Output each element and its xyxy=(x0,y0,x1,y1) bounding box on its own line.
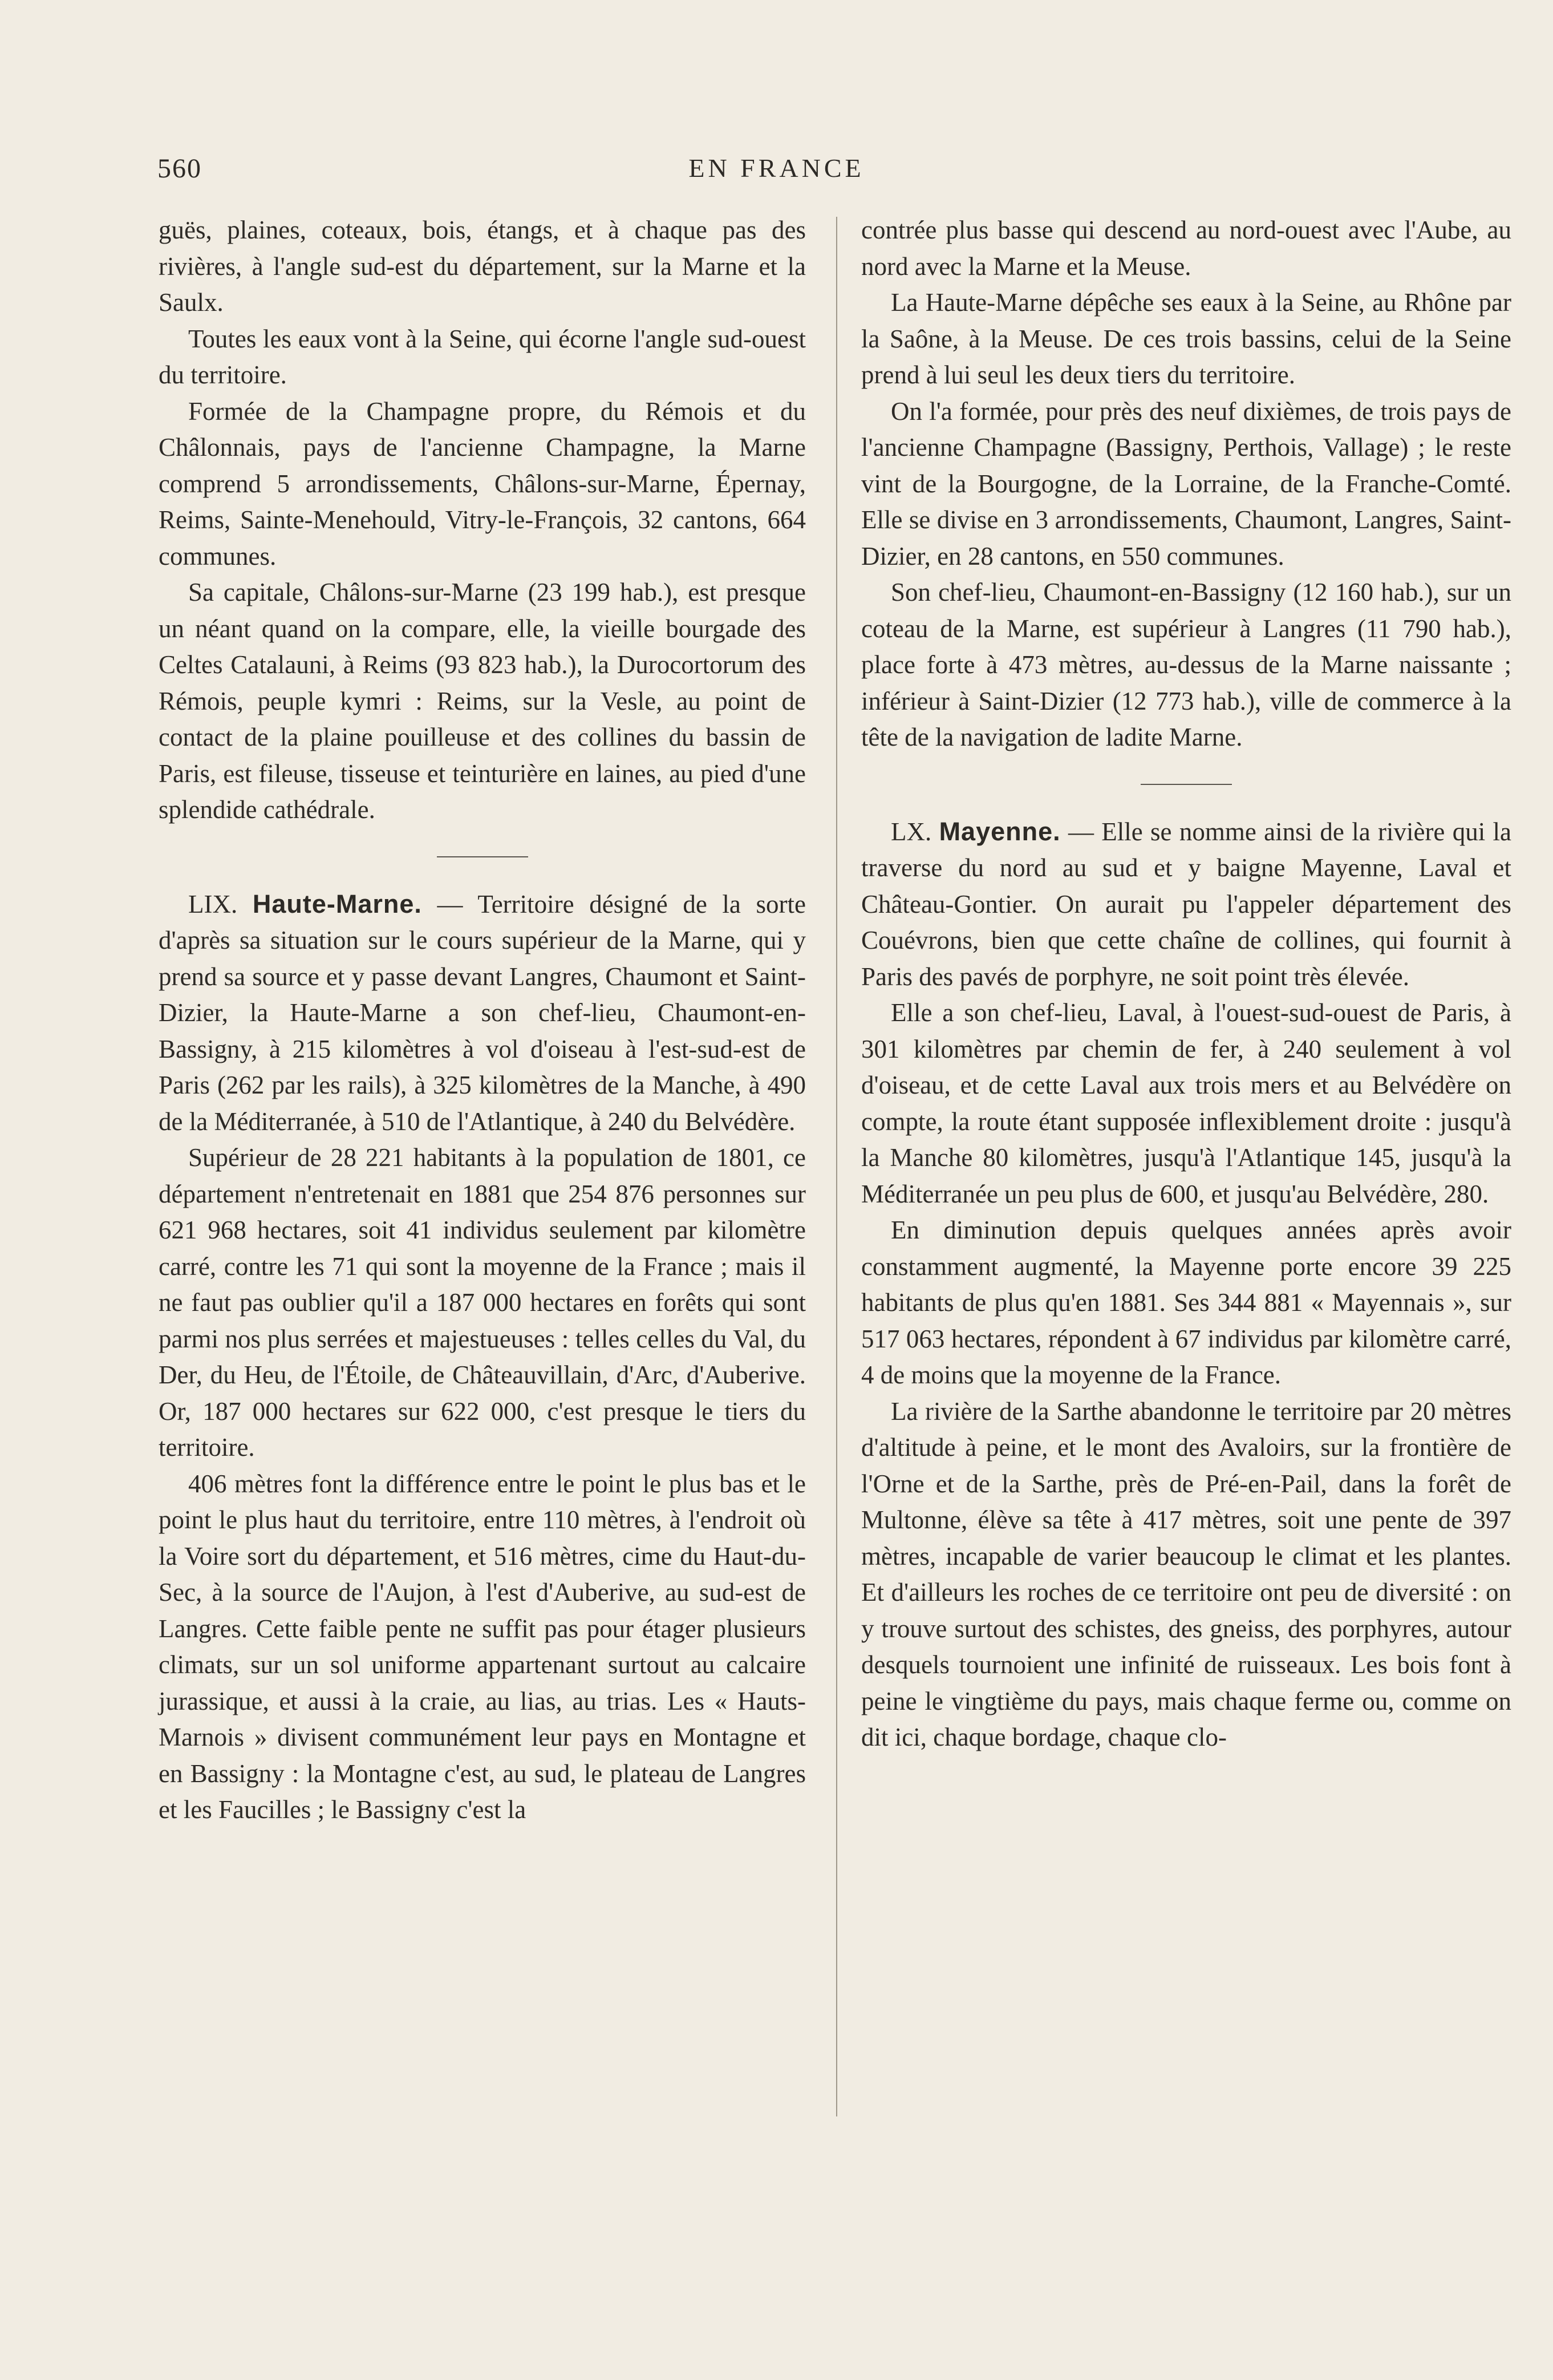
left-column xyxy=(159,212,806,1828)
paragraph: La Haute-Marne dépêche ses eaux à la Seine, au Rhône par la Saône, à la Meuse. De ces trois bassins, celui de la Seine prend à lui seul les deux tiers du territoire. xyxy=(861,288,1511,389)
section-number: LIX. xyxy=(188,889,238,918)
paragraph: En diminution depuis quelques années après avoir constamment augmenté, la Mayenne porte encore 39 225 habitants de plus qu'en 1881. Ses 344 881 « Mayennais », sur 517 063 hectares, répondent à 67 individus par kilomètre carré, 4 de moins que la moyenne de la France. xyxy=(861,1216,1511,1389)
section-intro-text: — Territoire désigné de la sorte d'après sa situation sur le cours supérieur de la Marne, qui y prend sa source et y passe devant Langres, Chaumont et Saint-Dizier, la Haute-Marne a son chef-lieu, Chaumont-en-Bassigny, à 215 kilomètres à vol d'oiseau à l'est-sud-est de Paris (262 par les rails), à 325 kilomètres de la Manche, à 490 de la Méditerranée, à 510 de l'Atlantique, à 240 du Belvédère. xyxy=(159,889,806,1136)
paragraph: Elle a son chef-lieu, Laval, à l'ouest-sud-ouest de Paris, à 301 kilomètres par chemin de fer, à 240 seulement à vol d'oiseau, et de cette Laval aux trois mers et au Belvédère on compte, la route étant supposée inflexiblement droite : jusqu'à la Manche 80 kilomètres, jusqu'à l'Atlantique 145, jusqu'à la Méditerranée un peu plus de 600, et jusqu'au Belvédère, 280. xyxy=(861,998,1511,1208)
running-title: EN FRANCE xyxy=(688,153,865,183)
paragraph: contrée plus basse qui descend au nord-ouest avec l'Aube, au nord avec la Marne et la Meuse. xyxy=(861,216,1511,281)
section-divider xyxy=(437,856,528,857)
paragraph: Sa capitale, Châlons-sur-Marne (23 199 hab.), est presque un néant quand on la compare, elle, la vieille bourgade des Celtes Catalauni, à Reims (93 823 hab.), la Durocortorum des Rémois, peuple kymri : Reims, sur la Vesle, au point de contact de la plaine pouilleuse et des collines du bassin de Paris, est fileuse, tisseuse et teinturière en laines, au pied d'une splendide cathédrale. xyxy=(159,578,806,824)
paragraph: Supérieur de 28 221 habitants à la population de 1801, ce département n'entretenait en 1881 que 254 876 personnes sur 621 968 hectares, soit 41 individus seulement par kilomètre carré, contre les 71 qui sont la moyenne de la France ; mais il ne faut pas oublier qu'il a 187 000 hectares en forêts qui sont parmi nos plus serrées et majestueuses : telles celles du Val, du Der, du Heu, de l'Étoile, de Châteauvillain, d'Arc, d'Auberive. Or, 187 000 hectares sur 622 000, c'est presque le tiers du territoire. xyxy=(159,1143,806,1462)
paragraph: guës, plaines, coteaux, bois, étangs, et à chaque pas des rivières, à l'angle sud-est du département, sur la Marne et la Saulx. xyxy=(159,216,806,317)
column-divider-rule xyxy=(836,217,837,2116)
section-number: LX. xyxy=(891,817,932,846)
section-divider xyxy=(1141,784,1232,785)
paragraph: Son chef-lieu, Chaumont-en-Bassigny (12 160 hab.), sur un coteau de la Marne, est supérieur à Langres (11 790 hab.), place forte à 473 mètres, au-dessus de la Marne naissante ; inférieur à Saint-Dizier (12 773 hab.), ville de commerce à la tête de la navigation de ladite Marne. xyxy=(861,578,1511,751)
paragraph: La rivière de la Sarthe abandonne le territoire par 20 mètres d'altitude à peine, et le mont des Avaloirs, sur la frontière de l'Orne et de la Sarthe, près de Pré-en-Pail, dans la forêt de Multonne, élève sa tête à 417 mètres, soit une pente de 397 mètres, incapable de varier beaucoup le climat et les plantes. Et d'ailleurs les roches de ce territoire ont peu de diversité : on y trouve surtout des schistes, des gneiss, des porphyres, autour desquels tournoient une infinité de ruisseaux. Les bois font à peine le vingtième du pays, mais chaque ferme ou, comme on dit ici, chaque bordage, chaque clo- xyxy=(861,1397,1511,1751)
section-intro-paragraph xyxy=(861,813,1511,995)
section-intro-paragraph xyxy=(159,886,806,1140)
section-intro-text: — Elle se nomme ainsi de la rivière qui la traverse du nord au sud et y baigne Mayenne, Laval et Château-Gontier. On aurait pu l'appeler département des Couévrons, bien que cette chaîne de collines, qui fournit à Paris des pavés de porphyre, ne soit point très élevée. xyxy=(861,817,1511,991)
paragraph: 406 mètres font la différence entre le point le plus bas et le point le plus haut du territoire, entre 110 mètres, à l'endroit où la Voire sort du département, et 516 mètres, cime du Haut-du-Sec, à la source de l'Aujon, à l'est d'Auberive, au sud-est de Langres. Cette faible pente ne suffit pas pour étager plusieurs climats, sur un sol uniforme appartenant surtout au calcaire jurassique, et aussi à la craie, au lias, au trias. Les « Hauts-Marnois » divisent communément leur pays en Montagne et en Bassigny : la Montagne c'est, au sud, le plateau de Langres et les Faucilles ; le Bassigny c'est la xyxy=(159,1469,806,1824)
page-number: 560 xyxy=(157,153,202,184)
paragraph: Formée de la Champagne propre, du Rémois et du Châlonnais, pays de l'ancienne Champagne, la Marne comprend 5 arrondissements, Châlons-sur-Marne, Épernay, Reims, Sainte-Menehould, Vitry-le-François, 32 cantons, 664 communes. xyxy=(159,396,806,570)
section-heading-haute-marne: Haute-Marne. xyxy=(252,889,422,918)
right-column xyxy=(861,212,1511,1756)
paragraph: Toutes les eaux vont à la Seine, qui écorne l'angle sud-ouest du territoire. xyxy=(159,324,806,389)
paragraph: On l'a formée, pour près des neuf dixièmes, de trois pays de l'ancienne Champagne (Bassigny, Perthois, Vallage) ; le reste vint de la Bourgogne, de la Lorraine, de la Franche-Comté. Elle se divise en 3 arrondissements, Chaumont, Langres, Saint-Dizier, en 28 cantons, en 550 communes. xyxy=(861,396,1511,570)
section-heading-mayenne: Mayenne. xyxy=(939,816,1061,846)
